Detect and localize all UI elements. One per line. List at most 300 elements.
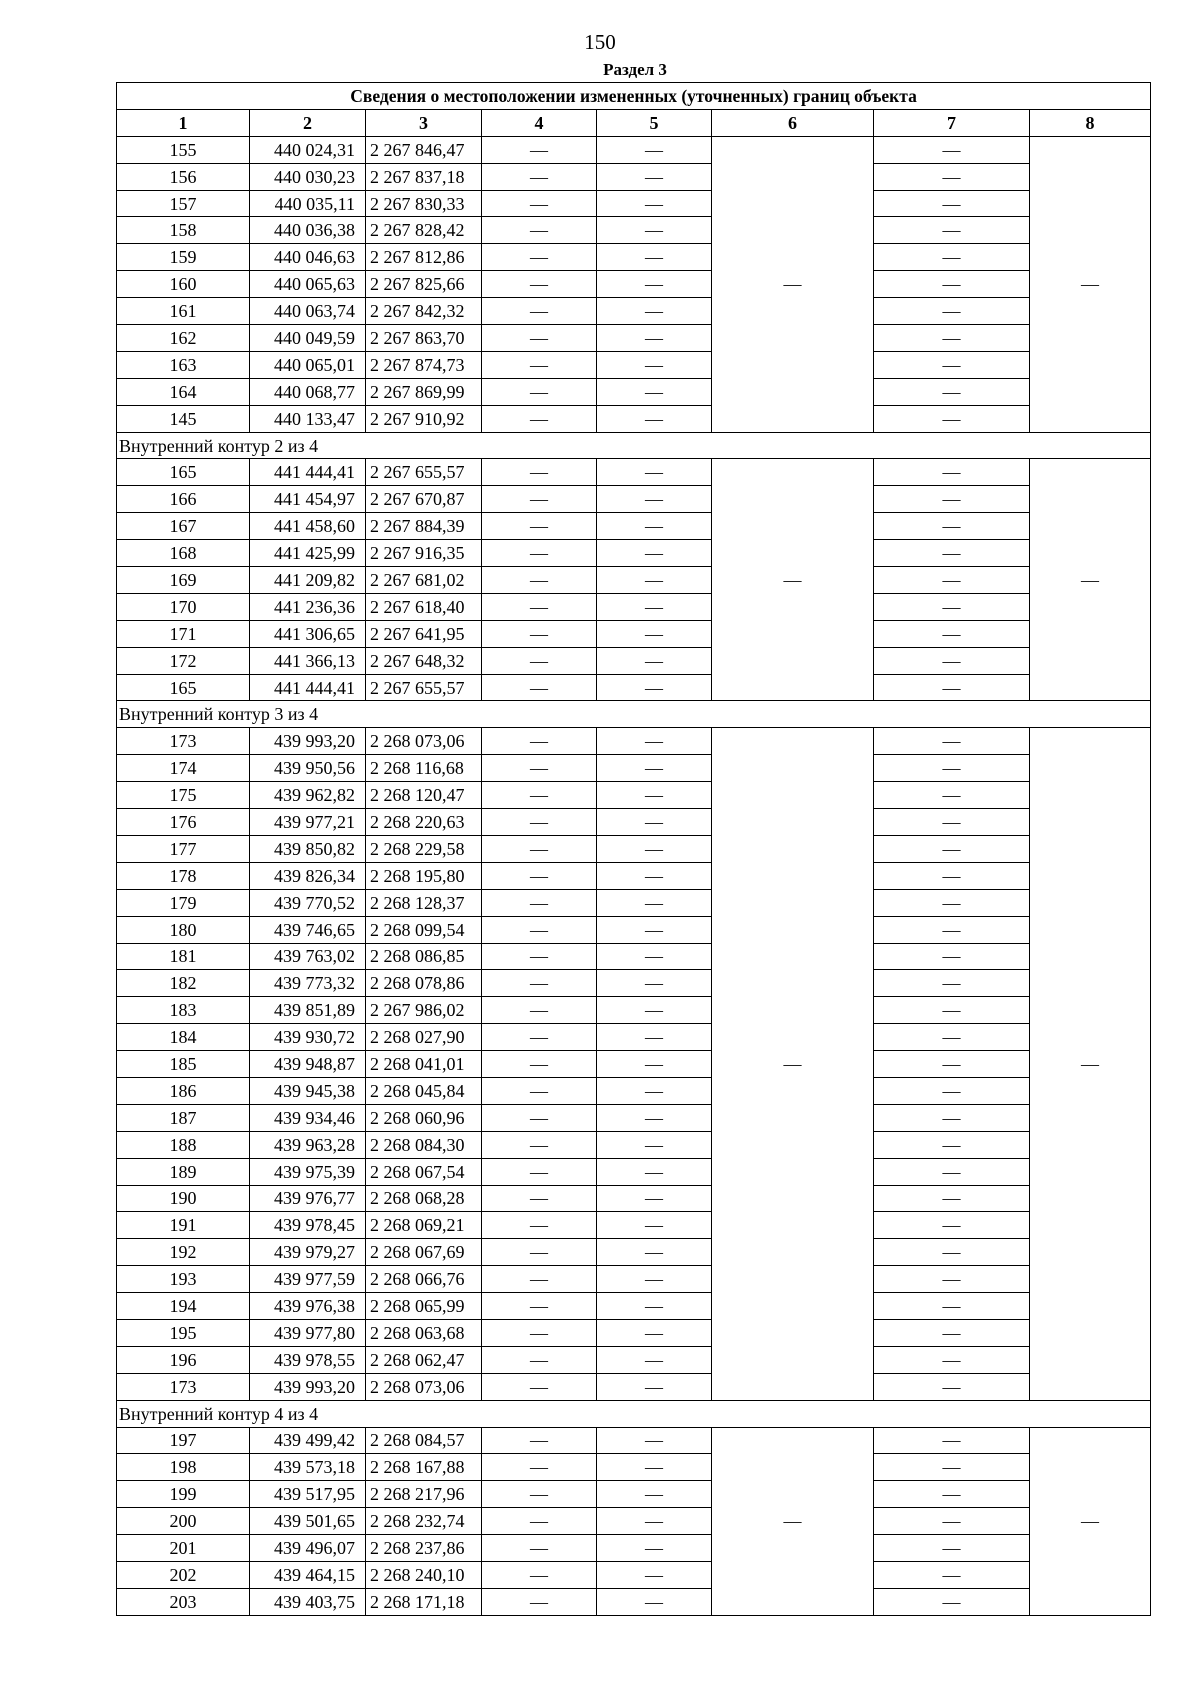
column-7-dash-cell: — <box>874 728 1030 755</box>
column-5-dash-cell: — <box>597 1508 712 1535</box>
column-header-7: 7 <box>874 109 1030 136</box>
column-5-dash-cell: — <box>597 997 712 1024</box>
contour-label: Внутренний контур 2 из 4 <box>117 432 1151 459</box>
y-coordinate-cell: 2 267 830,33 <box>366 190 482 217</box>
y-coordinate-cell: 2 268 217,96 <box>366 1481 482 1508</box>
column-6-merged-cell: — <box>712 459 874 701</box>
column-7-dash-cell: — <box>874 1185 1030 1212</box>
column-7-dash-cell: — <box>874 1373 1030 1400</box>
point-number-cell: 173 <box>117 1373 250 1400</box>
column-5-dash-cell: — <box>597 271 712 298</box>
column-7-dash-cell: — <box>874 271 1030 298</box>
coordinates-table <box>116 82 1151 1616</box>
column-5-dash-cell: — <box>597 351 712 378</box>
table-row <box>117 540 1151 567</box>
point-number-cell: 145 <box>117 405 250 432</box>
column-5-dash-cell: — <box>597 1266 712 1293</box>
table-row <box>117 1373 1151 1400</box>
x-coordinate-cell: 439 976,38 <box>250 1293 366 1320</box>
table-row <box>117 163 1151 190</box>
column-4-dash-cell: — <box>482 459 597 486</box>
column-7-dash-cell: — <box>874 325 1030 352</box>
point-number-cell: 177 <box>117 835 250 862</box>
y-coordinate-cell: 2 268 086,85 <box>366 943 482 970</box>
x-coordinate-cell: 439 770,52 <box>250 889 366 916</box>
column-4-dash-cell: — <box>482 674 597 701</box>
column-4-dash-cell: — <box>482 136 597 163</box>
x-coordinate-cell: 439 850,82 <box>250 835 366 862</box>
column-7-dash-cell: — <box>874 1588 1030 1615</box>
point-number-cell: 191 <box>117 1212 250 1239</box>
column-5-dash-cell: — <box>597 1131 712 1158</box>
point-number-cell: 172 <box>117 647 250 674</box>
y-coordinate-cell: 2 267 869,99 <box>366 378 482 405</box>
table-row <box>117 889 1151 916</box>
table-row <box>117 513 1151 540</box>
x-coordinate-cell: 439 496,07 <box>250 1535 366 1562</box>
column-5-dash-cell: — <box>597 1535 712 1562</box>
x-coordinate-cell: 439 962,82 <box>250 782 366 809</box>
table-row <box>117 1024 1151 1051</box>
column-7-dash-cell: — <box>874 136 1030 163</box>
x-coordinate-cell: 440 024,31 <box>250 136 366 163</box>
x-coordinate-cell: 440 065,01 <box>250 351 366 378</box>
point-number-cell: 188 <box>117 1131 250 1158</box>
column-7-dash-cell: — <box>874 459 1030 486</box>
column-6-merged-cell: — <box>712 136 874 432</box>
column-7-dash-cell: — <box>874 1212 1030 1239</box>
y-coordinate-cell: 2 267 842,32 <box>366 298 482 325</box>
table-row <box>117 1212 1151 1239</box>
x-coordinate-cell: 439 746,65 <box>250 916 366 943</box>
column-5-dash-cell: — <box>597 728 712 755</box>
y-coordinate-cell: 2 268 084,30 <box>366 1131 482 1158</box>
x-coordinate-cell: 439 517,95 <box>250 1481 366 1508</box>
x-coordinate-cell: 439 993,20 <box>250 728 366 755</box>
x-coordinate-cell: 441 458,60 <box>250 513 366 540</box>
column-5-dash-cell: — <box>597 244 712 271</box>
column-4-dash-cell: — <box>482 1588 597 1615</box>
x-coordinate-cell: 441 454,97 <box>250 486 366 513</box>
column-4-dash-cell: — <box>482 889 597 916</box>
column-4-dash-cell: — <box>482 916 597 943</box>
column-7-dash-cell: — <box>874 567 1030 594</box>
x-coordinate-cell: 439 978,45 <box>250 1212 366 1239</box>
column-7-dash-cell: — <box>874 1346 1030 1373</box>
column-5-dash-cell: — <box>597 1077 712 1104</box>
y-coordinate-cell: 2 268 232,74 <box>366 1508 482 1535</box>
column-7-dash-cell: — <box>874 1239 1030 1266</box>
table-row <box>117 1346 1151 1373</box>
y-coordinate-cell: 2 268 099,54 <box>366 916 482 943</box>
x-coordinate-cell: 439 945,38 <box>250 1077 366 1104</box>
point-number-cell: 156 <box>117 163 250 190</box>
table-row <box>117 1454 1151 1481</box>
column-4-dash-cell: — <box>482 540 597 567</box>
column-4-dash-cell: — <box>482 1212 597 1239</box>
column-7-dash-cell: — <box>874 163 1030 190</box>
contour-label-row <box>117 432 1151 459</box>
column-8-merged-cell: — <box>1030 728 1151 1400</box>
point-number-cell: 194 <box>117 1293 250 1320</box>
contour-label: Внутренний контур 4 из 4 <box>117 1400 1151 1427</box>
x-coordinate-cell: 441 209,82 <box>250 567 366 594</box>
table-row <box>117 1104 1151 1131</box>
column-7-dash-cell: — <box>874 1481 1030 1508</box>
x-coordinate-cell: 439 993,20 <box>250 1373 366 1400</box>
y-coordinate-cell: 2 267 641,95 <box>366 620 482 647</box>
column-5-dash-cell: — <box>597 1158 712 1185</box>
y-coordinate-cell: 2 267 648,32 <box>366 647 482 674</box>
column-7-dash-cell: — <box>874 1454 1030 1481</box>
column-7-dash-cell: — <box>874 244 1030 271</box>
table-row <box>117 1427 1151 1454</box>
x-coordinate-cell: 440 133,47 <box>250 405 366 432</box>
column-4-dash-cell: — <box>482 1535 597 1562</box>
point-number-cell: 200 <box>117 1508 250 1535</box>
column-7-dash-cell: — <box>874 1131 1030 1158</box>
column-4-dash-cell: — <box>482 755 597 782</box>
column-5-dash-cell: — <box>597 540 712 567</box>
column-7-dash-cell: — <box>874 593 1030 620</box>
column-5-dash-cell: — <box>597 1185 712 1212</box>
column-5-dash-cell: — <box>597 1454 712 1481</box>
column-6-merged-cell: — <box>712 1427 874 1615</box>
column-7-dash-cell: — <box>874 405 1030 432</box>
column-7-dash-cell: — <box>874 782 1030 809</box>
column-header-4: 4 <box>482 109 597 136</box>
y-coordinate-cell: 2 268 067,54 <box>366 1158 482 1185</box>
column-7-dash-cell: — <box>874 1561 1030 1588</box>
column-4-dash-cell: — <box>482 782 597 809</box>
x-coordinate-cell: 439 977,59 <box>250 1266 366 1293</box>
table-row <box>117 647 1151 674</box>
column-5-dash-cell: — <box>597 1561 712 1588</box>
column-7-dash-cell: — <box>874 1266 1030 1293</box>
point-number-cell: 202 <box>117 1561 250 1588</box>
column-7-dash-cell: — <box>874 647 1030 674</box>
column-4-dash-cell: — <box>482 486 597 513</box>
column-8-merged-cell: — <box>1030 1427 1151 1615</box>
column-5-dash-cell: — <box>597 889 712 916</box>
x-coordinate-cell: 440 063,74 <box>250 298 366 325</box>
y-coordinate-cell: 2 267 825,66 <box>366 271 482 298</box>
point-number-cell: 169 <box>117 567 250 594</box>
column-5-dash-cell: — <box>597 1481 712 1508</box>
column-5-dash-cell: — <box>597 1293 712 1320</box>
point-number-cell: 161 <box>117 298 250 325</box>
point-number-cell: 201 <box>117 1535 250 1562</box>
x-coordinate-cell: 441 306,65 <box>250 620 366 647</box>
column-4-dash-cell: — <box>482 567 597 594</box>
table-row <box>117 1293 1151 1320</box>
column-4-dash-cell: — <box>482 1481 597 1508</box>
y-coordinate-cell: 2 268 066,76 <box>366 1266 482 1293</box>
column-4-dash-cell: — <box>482 593 597 620</box>
x-coordinate-cell: 439 464,15 <box>250 1561 366 1588</box>
y-coordinate-cell: 2 268 073,06 <box>366 728 482 755</box>
table-row <box>117 486 1151 513</box>
y-coordinate-cell: 2 267 916,35 <box>366 540 482 567</box>
column-4-dash-cell: — <box>482 190 597 217</box>
column-7-dash-cell: — <box>874 620 1030 647</box>
column-4-dash-cell: — <box>482 1158 597 1185</box>
table-row <box>117 970 1151 997</box>
x-coordinate-cell: 439 826,34 <box>250 862 366 889</box>
column-header-6: 6 <box>712 109 874 136</box>
column-5-dash-cell: — <box>597 136 712 163</box>
contour-label-row <box>117 701 1151 728</box>
table-row <box>117 298 1151 325</box>
x-coordinate-cell: 439 930,72 <box>250 1024 366 1051</box>
column-7-dash-cell: — <box>874 835 1030 862</box>
x-coordinate-cell: 439 976,77 <box>250 1185 366 1212</box>
point-number-cell: 203 <box>117 1588 250 1615</box>
column-4-dash-cell: — <box>482 943 597 970</box>
column-7-dash-cell: — <box>874 1158 1030 1185</box>
point-number-cell: 179 <box>117 889 250 916</box>
table-row <box>117 728 1151 755</box>
y-coordinate-cell: 2 267 681,02 <box>366 567 482 594</box>
point-number-cell: 165 <box>117 674 250 701</box>
x-coordinate-cell: 439 978,55 <box>250 1346 366 1373</box>
point-number-cell: 182 <box>117 970 250 997</box>
x-coordinate-cell: 439 963,28 <box>250 1131 366 1158</box>
table-row <box>117 755 1151 782</box>
column-7-dash-cell: — <box>874 674 1030 701</box>
column-5-dash-cell: — <box>597 217 712 244</box>
column-5-dash-cell: — <box>597 378 712 405</box>
column-4-dash-cell: — <box>482 1131 597 1158</box>
y-coordinate-cell: 2 267 655,57 <box>366 459 482 486</box>
table-row <box>117 1239 1151 1266</box>
table-row <box>117 1077 1151 1104</box>
y-coordinate-cell: 2 268 041,01 <box>366 1051 482 1078</box>
y-coordinate-cell: 2 268 120,47 <box>366 782 482 809</box>
table-row <box>117 378 1151 405</box>
x-coordinate-cell: 439 950,56 <box>250 755 366 782</box>
table-row <box>117 1158 1151 1185</box>
x-coordinate-cell: 439 499,42 <box>250 1427 366 1454</box>
point-number-cell: 196 <box>117 1346 250 1373</box>
column-header-5: 5 <box>597 109 712 136</box>
column-header-3: 3 <box>366 109 482 136</box>
x-coordinate-cell: 439 403,75 <box>250 1588 366 1615</box>
table-row <box>117 1561 1151 1588</box>
x-coordinate-cell: 441 425,99 <box>250 540 366 567</box>
table-header-row <box>117 109 1151 136</box>
table-row <box>117 567 1151 594</box>
column-5-dash-cell: — <box>597 809 712 836</box>
table-row <box>117 217 1151 244</box>
table-row <box>117 809 1151 836</box>
point-number-cell: 155 <box>117 136 250 163</box>
column-7-dash-cell: — <box>874 217 1030 244</box>
column-7-dash-cell: — <box>874 997 1030 1024</box>
x-coordinate-cell: 440 035,11 <box>250 190 366 217</box>
column-5-dash-cell: — <box>597 1024 712 1051</box>
column-7-dash-cell: — <box>874 1077 1030 1104</box>
point-number-cell: 183 <box>117 997 250 1024</box>
point-number-cell: 193 <box>117 1266 250 1293</box>
column-7-dash-cell: — <box>874 378 1030 405</box>
column-8-merged-cell: — <box>1030 459 1151 701</box>
column-5-dash-cell: — <box>597 674 712 701</box>
table-row <box>117 943 1151 970</box>
contour-label-row <box>117 1400 1151 1427</box>
column-4-dash-cell: — <box>482 325 597 352</box>
column-4-dash-cell: — <box>482 1508 597 1535</box>
point-number-cell: 178 <box>117 862 250 889</box>
point-number-cell: 198 <box>117 1454 250 1481</box>
column-7-dash-cell: — <box>874 1427 1030 1454</box>
x-coordinate-cell: 441 444,41 <box>250 674 366 701</box>
point-number-cell: 157 <box>117 190 250 217</box>
x-coordinate-cell: 440 068,77 <box>250 378 366 405</box>
point-number-cell: 199 <box>117 1481 250 1508</box>
column-5-dash-cell: — <box>597 970 712 997</box>
column-4-dash-cell: — <box>482 1239 597 1266</box>
table-row <box>117 1508 1151 1535</box>
table-caption-row <box>117 83 1151 110</box>
column-5-dash-cell: — <box>597 1588 712 1615</box>
column-4-dash-cell: — <box>482 1077 597 1104</box>
column-4-dash-cell: — <box>482 1319 597 1346</box>
table-row <box>117 862 1151 889</box>
column-7-dash-cell: — <box>874 1024 1030 1051</box>
y-coordinate-cell: 2 267 670,87 <box>366 486 482 513</box>
table-row <box>117 190 1151 217</box>
column-4-dash-cell: — <box>482 997 597 1024</box>
point-number-cell: 190 <box>117 1185 250 1212</box>
column-5-dash-cell: — <box>597 620 712 647</box>
y-coordinate-cell: 2 268 065,99 <box>366 1293 482 1320</box>
column-4-dash-cell: — <box>482 217 597 244</box>
y-coordinate-cell: 2 267 910,92 <box>366 405 482 432</box>
column-5-dash-cell: — <box>597 1051 712 1078</box>
column-4-dash-cell: — <box>482 835 597 862</box>
table-row <box>117 916 1151 943</box>
y-coordinate-cell: 2 268 073,06 <box>366 1373 482 1400</box>
column-4-dash-cell: — <box>482 244 597 271</box>
page-number: 150 <box>584 30 616 54</box>
point-number-cell: 160 <box>117 271 250 298</box>
y-coordinate-cell: 2 268 237,86 <box>366 1535 482 1562</box>
point-number-cell: 173 <box>117 728 250 755</box>
table-row <box>117 1185 1151 1212</box>
column-4-dash-cell: — <box>482 1561 597 1588</box>
x-coordinate-cell: 439 948,87 <box>250 1051 366 1078</box>
x-coordinate-cell: 439 934,46 <box>250 1104 366 1131</box>
y-coordinate-cell: 2 268 220,63 <box>366 809 482 836</box>
y-coordinate-cell: 2 268 069,21 <box>366 1212 482 1239</box>
point-number-cell: 185 <box>117 1051 250 1078</box>
column-7-dash-cell: — <box>874 540 1030 567</box>
y-coordinate-cell: 2 268 078,86 <box>366 970 482 997</box>
column-6-merged-cell: — <box>712 728 874 1400</box>
point-number-cell: 158 <box>117 217 250 244</box>
column-5-dash-cell: — <box>597 513 712 540</box>
table-caption: Сведения о местоположении измененных (уточненных) границ объекта <box>117 83 1151 110</box>
point-number-cell: 171 <box>117 620 250 647</box>
column-5-dash-cell: — <box>597 782 712 809</box>
table-row <box>117 620 1151 647</box>
y-coordinate-cell: 2 268 167,88 <box>366 1454 482 1481</box>
column-7-dash-cell: — <box>874 1319 1030 1346</box>
column-7-dash-cell: — <box>874 1508 1030 1535</box>
column-4-dash-cell: — <box>482 1346 597 1373</box>
column-7-dash-cell: — <box>874 1535 1030 1562</box>
table-row <box>117 1319 1151 1346</box>
point-number-cell: 195 <box>117 1319 250 1346</box>
x-coordinate-cell: 441 366,13 <box>250 647 366 674</box>
x-coordinate-cell: 439 977,21 <box>250 809 366 836</box>
column-5-dash-cell: — <box>597 190 712 217</box>
column-7-dash-cell: — <box>874 943 1030 970</box>
x-coordinate-cell: 440 036,38 <box>250 217 366 244</box>
column-7-dash-cell: — <box>874 916 1030 943</box>
x-coordinate-cell: 439 573,18 <box>250 1454 366 1481</box>
column-7-dash-cell: — <box>874 862 1030 889</box>
y-coordinate-cell: 2 267 874,73 <box>366 351 482 378</box>
table-row <box>117 782 1151 809</box>
point-number-cell: 162 <box>117 325 250 352</box>
y-coordinate-cell: 2 268 229,58 <box>366 835 482 862</box>
column-5-dash-cell: — <box>597 755 712 782</box>
column-4-dash-cell: — <box>482 271 597 298</box>
column-4-dash-cell: — <box>482 163 597 190</box>
y-coordinate-cell: 2 268 171,18 <box>366 1588 482 1615</box>
x-coordinate-cell: 439 975,39 <box>250 1158 366 1185</box>
column-7-dash-cell: — <box>874 970 1030 997</box>
column-5-dash-cell: — <box>597 1346 712 1373</box>
column-7-dash-cell: — <box>874 1293 1030 1320</box>
column-5-dash-cell: — <box>597 486 712 513</box>
table-row <box>117 244 1151 271</box>
y-coordinate-cell: 2 267 618,40 <box>366 593 482 620</box>
table-row <box>117 1481 1151 1508</box>
point-number-cell: 165 <box>117 459 250 486</box>
column-5-dash-cell: — <box>597 1373 712 1400</box>
y-coordinate-cell: 2 267 812,86 <box>366 244 482 271</box>
table-row <box>117 1051 1151 1078</box>
x-coordinate-cell: 439 501,65 <box>250 1508 366 1535</box>
x-coordinate-cell: 440 030,23 <box>250 163 366 190</box>
column-5-dash-cell: — <box>597 916 712 943</box>
y-coordinate-cell: 2 268 063,68 <box>366 1319 482 1346</box>
column-4-dash-cell: — <box>482 809 597 836</box>
column-5-dash-cell: — <box>597 1212 712 1239</box>
table-row <box>117 405 1151 432</box>
point-number-cell: 187 <box>117 1104 250 1131</box>
y-coordinate-cell: 2 267 846,47 <box>366 136 482 163</box>
column-5-dash-cell: — <box>597 405 712 432</box>
point-number-cell: 175 <box>117 782 250 809</box>
column-4-dash-cell: — <box>482 378 597 405</box>
column-5-dash-cell: — <box>597 325 712 352</box>
column-7-dash-cell: — <box>874 486 1030 513</box>
column-4-dash-cell: — <box>482 1293 597 1320</box>
column-5-dash-cell: — <box>597 298 712 325</box>
column-5-dash-cell: — <box>597 163 712 190</box>
point-number-cell: 164 <box>117 378 250 405</box>
column-header-8: 8 <box>1030 109 1151 136</box>
column-5-dash-cell: — <box>597 1427 712 1454</box>
x-coordinate-cell: 441 444,41 <box>250 459 366 486</box>
column-4-dash-cell: — <box>482 1104 597 1131</box>
column-5-dash-cell: — <box>597 593 712 620</box>
column-7-dash-cell: — <box>874 190 1030 217</box>
